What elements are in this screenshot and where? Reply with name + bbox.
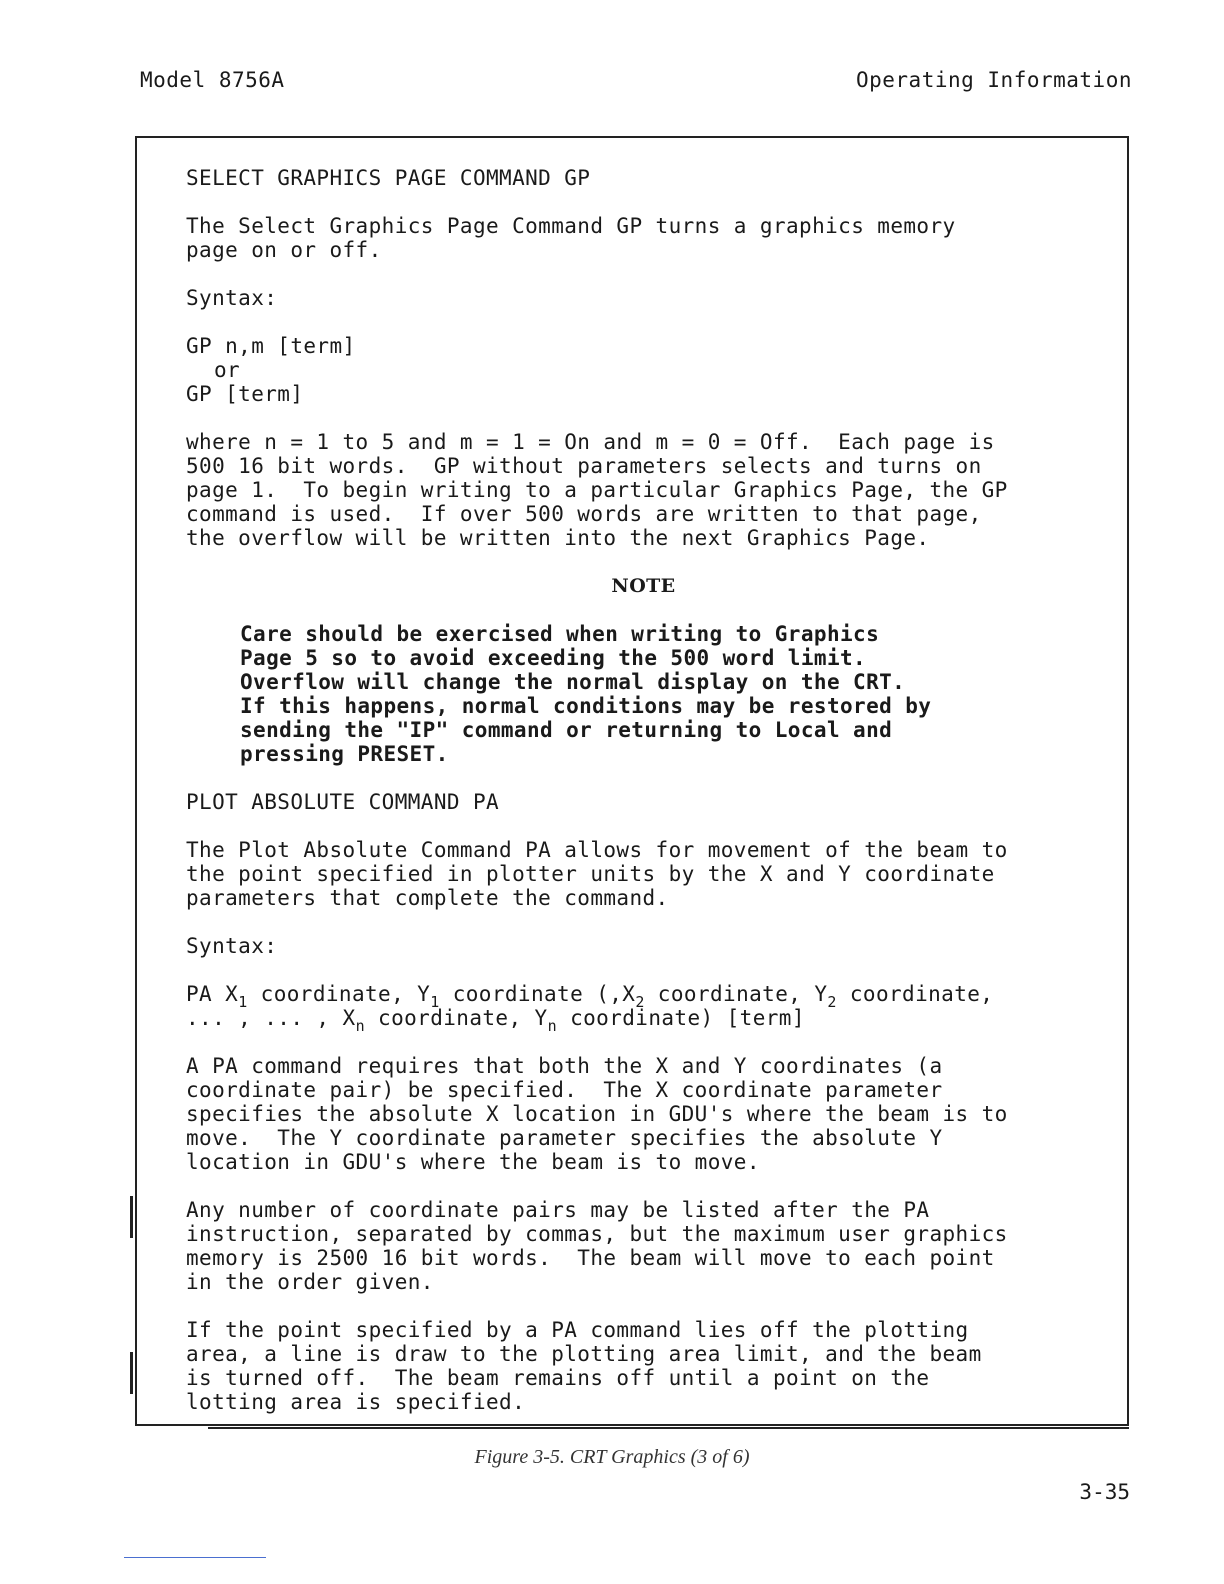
pa-description bbox=[186, 838, 1101, 910]
text-line: If the point specified by a PA command lies off the plotting bbox=[186, 1318, 969, 1342]
figure-caption: Figure 3-5. CRT Graphics (3 of 6) bbox=[474, 1446, 750, 1468]
text-line: The Plot Absolute Command PA allows for movement of the beam to bbox=[186, 838, 1008, 862]
subscript: 2 bbox=[827, 993, 837, 1011]
text-line: instruction, separated by commas, but the maximum user graphics bbox=[186, 1222, 1008, 1246]
pa-syntax-label: Syntax: bbox=[186, 934, 278, 958]
pa-syntax bbox=[186, 982, 1101, 1035]
subscript: n bbox=[355, 1017, 365, 1035]
pa-heading: PLOT ABSOLUTE COMMAND PA bbox=[186, 790, 500, 814]
syntax-line bbox=[186, 1006, 1101, 1035]
note-title: NOTE bbox=[611, 575, 676, 597]
text-line: page on or off. bbox=[186, 238, 382, 262]
syntax-part: coordinate, bbox=[836, 982, 994, 1006]
text-line: parameters that complete the command. bbox=[186, 886, 669, 910]
text-line: in the order given. bbox=[186, 1270, 434, 1294]
text-line: memory is 2500 16 bit words. The beam will move to each point bbox=[186, 1246, 995, 1270]
syntax-line: GP n,m [term] bbox=[186, 334, 356, 358]
note-line: pressing PRESET. bbox=[240, 742, 449, 766]
syntax-part: coordinate, Y bbox=[365, 1006, 548, 1030]
text-line: the overflow will be written into the next Graphics Page. bbox=[186, 526, 930, 550]
syntax-part: coordinate, Y bbox=[644, 982, 828, 1006]
gp-syntax-label: Syntax: bbox=[186, 286, 278, 310]
change-bar bbox=[130, 1196, 133, 1238]
change-bar bbox=[130, 1352, 133, 1394]
gp-description bbox=[186, 214, 1101, 262]
syntax-part: coordinate (,X bbox=[439, 982, 636, 1006]
pa-paragraph-1 bbox=[186, 1054, 1101, 1174]
text-line: coordinate pair) be specified. The X coordinate parameter bbox=[186, 1078, 943, 1102]
pa-paragraph-2 bbox=[186, 1198, 1101, 1294]
text-line: The Select Graphics Page Command GP turns a graphics memory bbox=[186, 214, 956, 238]
text-line: where n = 1 to 5 and m = 1 = On and m = 0 = Off. Each page is bbox=[186, 430, 995, 454]
page-number: 3-35 bbox=[1079, 1480, 1130, 1504]
link-underline bbox=[124, 1557, 266, 1558]
text-line: location in GDU's where the beam is to move. bbox=[186, 1150, 760, 1174]
text-line: move. The Y coordinate parameter specifies the absolute Y bbox=[186, 1126, 943, 1150]
text-line: page 1. To begin writing to a particular Graphics Page, the GP bbox=[186, 478, 1008, 502]
note-line: Care should be exercised when writing to Graphics bbox=[240, 622, 880, 646]
syntax-or: or bbox=[214, 358, 241, 382]
syntax-part: coordinate) [term] bbox=[557, 1006, 805, 1030]
note-line: Page 5 so to avoid exceeding the 500 word limit. bbox=[240, 646, 867, 670]
subscript: 2 bbox=[635, 993, 645, 1011]
subscript: n bbox=[547, 1017, 558, 1035]
subscript: 1 bbox=[238, 993, 248, 1011]
note-line: sending the "IP" command or returning to Local and bbox=[240, 718, 893, 742]
page-header-model: Model 8756A bbox=[140, 68, 285, 92]
gp-syntax bbox=[186, 334, 1101, 406]
text-line: lotting area is specified. bbox=[186, 1390, 526, 1414]
text-line: specifies the absolute X location in GDU's where the beam is to bbox=[186, 1102, 1008, 1126]
page-header-section: Operating Information bbox=[855, 68, 1132, 92]
text-line: the point specified in plotter units by the X and Y coordinate bbox=[186, 862, 995, 886]
syntax-line: GP [term] bbox=[186, 382, 304, 406]
text-line: command is used. If over 500 words are written to that page, bbox=[186, 502, 982, 526]
text-line: area, a line is draw to the plotting area limit, and the beam bbox=[186, 1342, 982, 1366]
pa-paragraph-3 bbox=[186, 1318, 1101, 1414]
text-line: 500 16 bit words. GP without parameters selects and turns on bbox=[186, 454, 982, 478]
note-line: If this happens, normal conditions may be restored by bbox=[240, 694, 932, 718]
figure-content bbox=[186, 166, 1101, 1438]
text-line: A PA command requires that both the X and Y coordinates (a bbox=[186, 1054, 943, 1078]
syntax-line bbox=[186, 982, 1101, 1011]
figure-bottom-rule bbox=[208, 1427, 1129, 1429]
syntax-part: ... , ... , X bbox=[186, 1006, 356, 1030]
subscript: 1 bbox=[430, 993, 440, 1011]
note-line: Overflow will change the normal display on the CRT. bbox=[240, 670, 906, 694]
gp-heading: SELECT GRAPHICS PAGE COMMAND GP bbox=[186, 166, 591, 190]
text-line: is turned off. The beam remains off until a point on the bbox=[186, 1366, 930, 1390]
gp-where-paragraph bbox=[186, 430, 1101, 550]
syntax-part: coordinate, Y bbox=[247, 982, 431, 1006]
note-body bbox=[240, 622, 1101, 766]
syntax-part: PA X bbox=[186, 982, 239, 1006]
text-line: Any number of coordinate pairs may be listed after the PA bbox=[186, 1198, 930, 1222]
